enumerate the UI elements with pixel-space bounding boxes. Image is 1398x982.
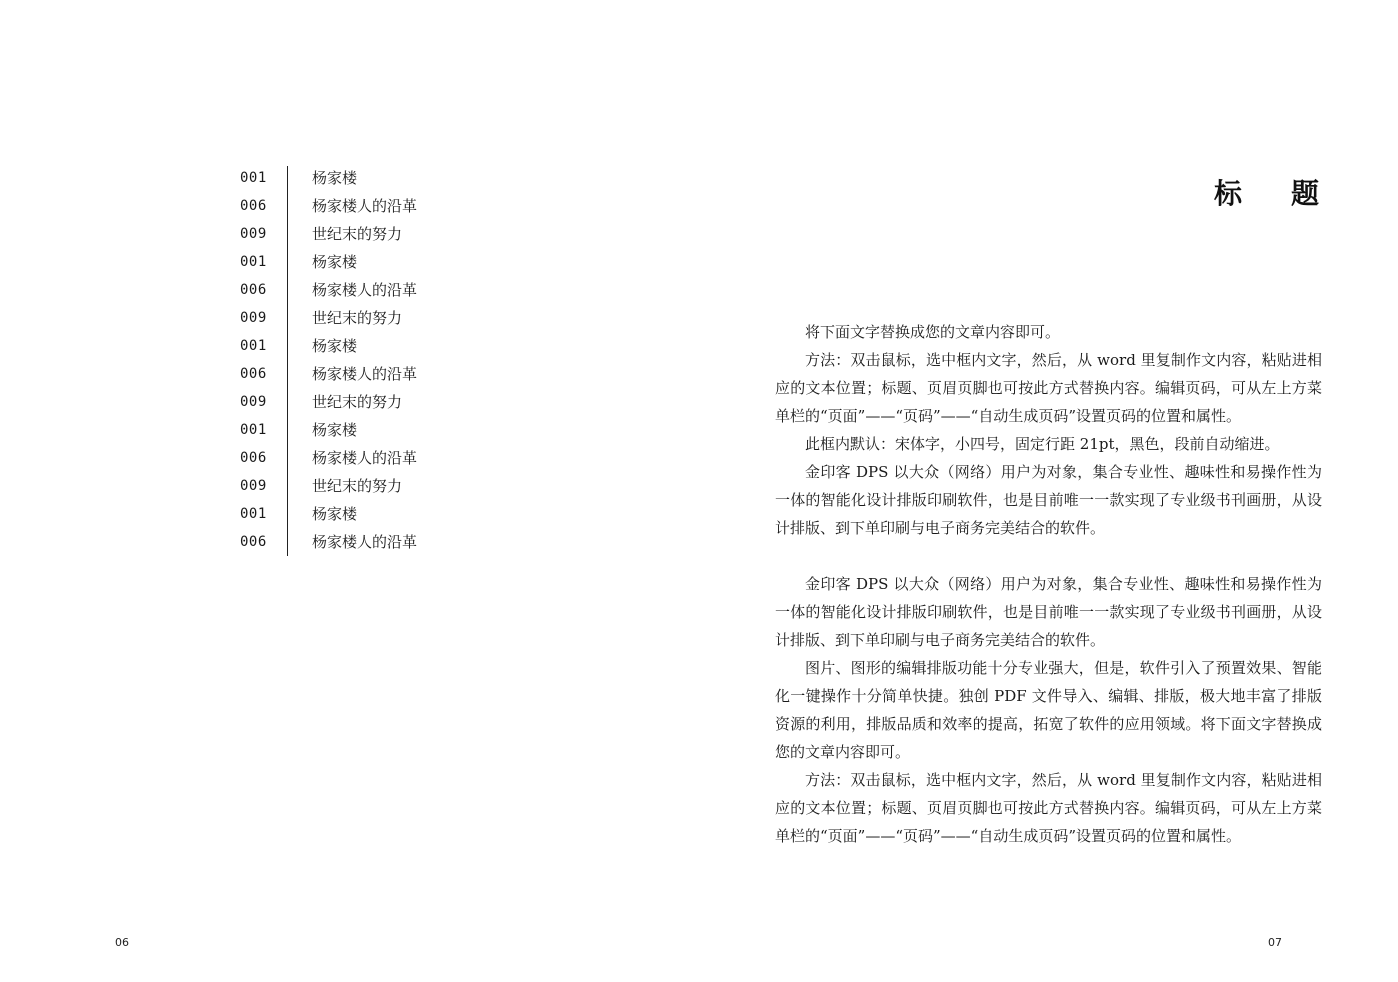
toc-page-number: 006 xyxy=(240,534,267,550)
body-paragraph: 金印客 DPS 以大众（网络）用户为对象，集合专业性、趣味性和易操作性为一体的智能化设计排版印刷软件，也是目前唯一一款实现了专业级书刊画册，从设计排版、到下单印刷与电子商务完美结合的软件。 xyxy=(775,463,1322,537)
page-title xyxy=(1214,172,1322,212)
toc-page-number: 009 xyxy=(240,394,267,410)
toc-page-number: 001 xyxy=(240,506,267,522)
body-text-frame[interactable] xyxy=(775,318,1322,850)
body-paragraph: 将下面文字替换成您的文章内容即可。 xyxy=(805,323,1061,341)
title-char: 题 xyxy=(1290,177,1322,210)
toc-title: 杨家楼人的沿革 xyxy=(312,365,418,383)
toc-title: 杨家楼 xyxy=(312,253,358,271)
toc-title: 世纪末的努力 xyxy=(312,477,403,495)
toc-title: 杨家楼人的沿革 xyxy=(312,281,418,299)
toc-page-number: 006 xyxy=(240,282,267,298)
body-paragraph: 图片、图形的编辑排版功能十分专业强大，但是，软件引入了预置效果、智能化一键操作十分简单快捷。独创 PDF 文件导入、编辑、排版，极大地丰富了排版资源的利用，排版品质和效率的提高，拓宽了软件的应用领域。将下面文字替换成您的文章内容即可。 xyxy=(775,659,1322,761)
toc-title: 杨家楼 xyxy=(312,421,358,439)
toc-title: 杨家楼人的沿革 xyxy=(312,197,418,215)
toc-title: 杨家楼人的沿革 xyxy=(312,449,418,467)
title-char: 标 xyxy=(1213,177,1245,210)
toc-title: 杨家楼 xyxy=(312,169,358,187)
toc-page-number: 009 xyxy=(240,478,267,494)
toc-page-number: 009 xyxy=(240,310,267,326)
toc-page-number: 006 xyxy=(240,198,267,214)
right-page xyxy=(699,0,1398,982)
toc-page-number: 001 xyxy=(240,170,267,186)
body-paragraph: 此框内默认：宋体字，小四号，固定行距 21pt，黑色，段前自动缩进。 xyxy=(805,435,1280,453)
body-paragraph: 金印客 DPS 以大众（网络）用户为对象，集合专业性、趣味性和易操作性为一体的智能化设计排版印刷软件，也是目前唯一一款实现了专业级书刊画册，从设计排版、到下单印刷与电子商务完美结合的软件。 xyxy=(775,575,1322,649)
toc-title: 杨家楼 xyxy=(312,505,358,523)
page-number-right: 07 xyxy=(1268,936,1282,949)
page-number-left: 06 xyxy=(115,936,129,949)
body-paragraph: 方法：双击鼠标，选中框内文字，然后，从 word 里复制作文内容，粘贴进相应的文本位置；标题、页眉页脚也可按此方式替换内容。编辑页码，可从左上方菜单栏的“页面”——“页码”——“自动生成页码”设置页码的位置和属性。 xyxy=(775,351,1322,425)
toc-title: 世纪末的努力 xyxy=(312,225,403,243)
toc-page-number: 001 xyxy=(240,254,267,270)
toc-divider-line xyxy=(287,166,288,556)
toc-title: 杨家楼 xyxy=(312,337,358,355)
toc-page-number: 001 xyxy=(240,338,267,354)
toc-title: 世纪末的努力 xyxy=(312,393,403,411)
toc-title: 世纪末的努力 xyxy=(312,309,403,327)
toc-page-number: 001 xyxy=(240,422,267,438)
body-paragraph: 方法：双击鼠标，选中框内文字，然后，从 word 里复制作文内容，粘贴进相应的文本位置；标题、页眉页脚也可按此方式替换内容。编辑页码，可从左上方菜单栏的“页面”——“页码”——“自动生成页码”设置页码的位置和属性。 xyxy=(775,771,1322,845)
toc-page-number: 009 xyxy=(240,226,267,242)
toc-page-number: 006 xyxy=(240,450,267,466)
toc-page-number: 006 xyxy=(240,366,267,382)
toc-title: 杨家楼人的沿革 xyxy=(312,533,418,551)
paragraph-spacer xyxy=(775,542,1322,570)
